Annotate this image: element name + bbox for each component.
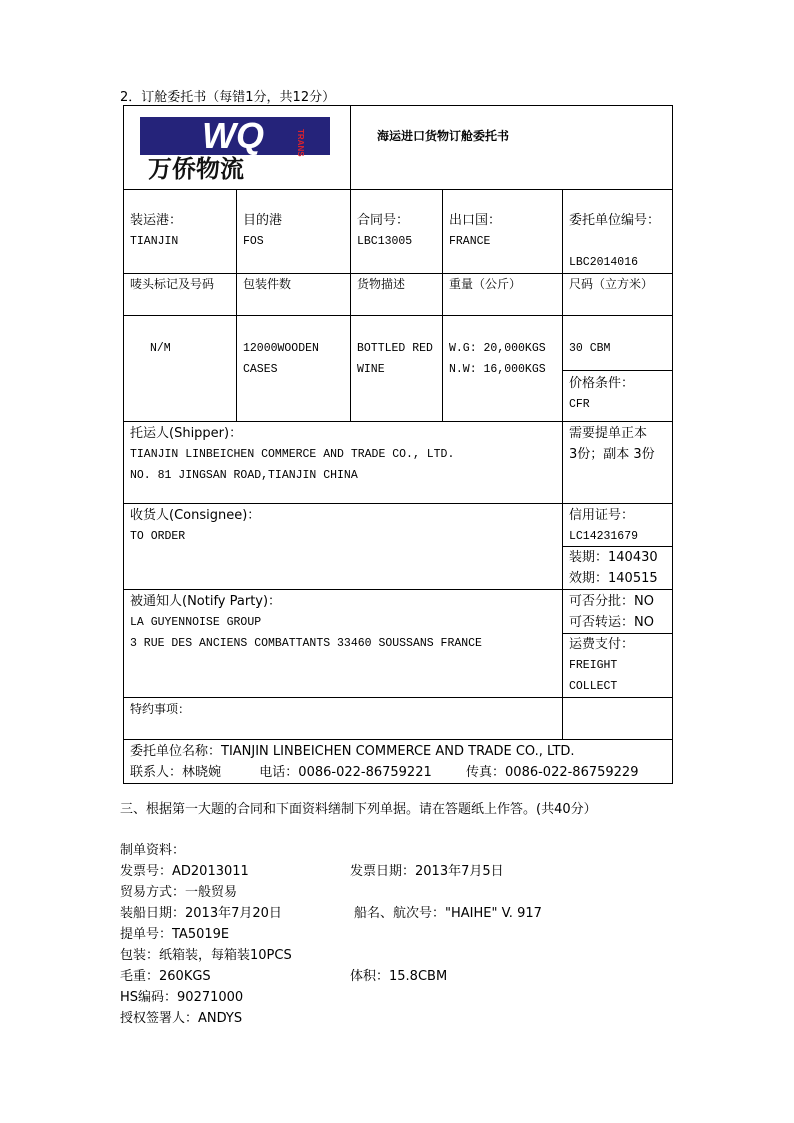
consignee-line1: TO ORDER — [130, 530, 186, 543]
freight-line1: FREIGHT — [569, 659, 618, 672]
lc-no: LC14231679 — [569, 530, 639, 543]
ship-date: 装船日期：2013年7月20日 — [120, 906, 282, 921]
weight-cell — [443, 316, 563, 422]
consignee-label: 收货人(Consignee)： — [130, 508, 261, 523]
notify-line1: LA GUYENNOISE GROUP — [130, 616, 262, 629]
loading-port-cell — [124, 190, 237, 274]
freight-label: 运费支付： — [569, 637, 635, 652]
loading-port: TIANJIN — [130, 235, 179, 248]
freight-line2: COLLECT — [569, 680, 618, 693]
marks: N/M — [150, 342, 171, 355]
bl-no: 提单号：TA5019E — [120, 927, 230, 942]
export-country-cell — [443, 190, 563, 274]
contract-no: LBC13005 — [357, 235, 413, 248]
gross-weight-info: 毛重：260KGS — [120, 969, 211, 984]
special-terms: 特约事项： — [124, 698, 563, 740]
trade-mode: 贸易方式：一般贸易 — [120, 885, 238, 900]
logo-cell — [124, 106, 351, 190]
client-no-label: 委托单位编号： — [569, 213, 661, 228]
shipper-cell — [124, 422, 563, 504]
phone: 电话：0086-022-86759221 — [259, 765, 432, 780]
info-heading: 制单资料： — [120, 843, 186, 858]
lc-label: 信用证号： — [569, 508, 635, 523]
fax: 传真：0086-022-86759229 — [466, 765, 639, 780]
destination-label: 目的港 — [243, 213, 283, 228]
document-info — [120, 840, 542, 1029]
destination-cell — [237, 190, 351, 274]
volume: 体积：15.8CBM — [350, 969, 448, 984]
description-cell — [351, 316, 443, 422]
question-heading: 2．订舱委托书（每错1分，共12分） — [120, 90, 336, 105]
packages-line1: 12000WOODEN — [243, 342, 319, 355]
destination: FOS — [243, 235, 264, 248]
contract-cell — [351, 190, 443, 274]
notify-line2: 3 RUE DES ANCIENS COMBATTANTS 33460 SOUSSANS FRANCE — [130, 637, 482, 650]
contact-person: 联系人：林晓婉 — [130, 765, 222, 780]
transshipment: 可否转运：NO — [569, 615, 654, 630]
hs-code: HS编码：90271000 — [120, 990, 244, 1005]
logo-cn-name: 万侨物流 — [148, 155, 244, 181]
packing: 包装：纸箱装，每箱装10PCS — [120, 948, 292, 963]
packages-label: 包装件数 — [237, 274, 351, 316]
measure-label: 尺码（立方米） — [563, 274, 673, 316]
logo-trans: TRANS — [296, 129, 305, 157]
invoice-no: 发票号：AD2013011 — [120, 864, 249, 879]
form-title: 海运进口货物订舱委托书 — [351, 106, 673, 190]
special-empty-cell — [563, 698, 673, 740]
partial-shipment: 可否分批：NO — [569, 594, 654, 609]
vessel-voyage: 船名、航次号："HAIHE" V. 917 — [354, 906, 542, 921]
expiry-date: 效期：140515 — [569, 571, 658, 586]
marks-cell — [124, 316, 237, 422]
gross-weight: W.G: 20,000KGS — [449, 342, 546, 355]
client-no: LBC2014016 — [569, 256, 639, 269]
authorized-signer: 授权签署人：ANDYS — [120, 1011, 243, 1026]
packages-cell — [237, 316, 351, 422]
net-weight: N.W: 16,000KGS — [449, 363, 546, 376]
client-no-cell — [563, 190, 673, 274]
shipper-label: 托运人(Shipper)： — [130, 426, 243, 441]
consignee-cell — [124, 504, 563, 590]
lc-cell — [563, 504, 673, 590]
notify-cell — [124, 590, 563, 698]
measure: 30 CBM — [569, 342, 611, 355]
contract-label: 合同号： — [357, 213, 410, 228]
shipper-line2: NO. 81 JINGSAN ROAD,TIANJIN CHINA — [130, 469, 358, 482]
description-line2: WINE — [357, 363, 385, 376]
notify-label: 被通知人(Notify Party)： — [130, 594, 282, 609]
marks-label: 唛头标记及号码 — [124, 274, 237, 316]
price-terms-label: 价格条件： — [569, 376, 635, 391]
measure-cell — [563, 316, 673, 422]
bl-cell — [563, 422, 673, 504]
bl-label-1: 需要提单正本 — [569, 426, 648, 441]
client-name-line: 委托单位名称：TIANJIN LINBEICHEN COMMERCE AND TRADE CO., LTD. — [130, 744, 575, 759]
loading-port-label: 装运港： — [130, 213, 183, 228]
description-label: 货物描述 — [351, 274, 443, 316]
footer-cell — [124, 740, 673, 784]
description-line1: BOTTLED RED — [357, 342, 433, 355]
shipment-date: 装期：140430 — [569, 550, 658, 565]
price-terms: CFR — [569, 398, 590, 411]
shipper-line1: TIANJIN LINBEICHEN COMMERCE AND TRADE CO., LTD. — [130, 448, 455, 461]
logo-letters: WQ — [202, 115, 264, 156]
bl-label-2: 3份；副本 3份 — [569, 447, 655, 462]
booking-form — [123, 105, 673, 784]
export-country-label: 出口国： — [449, 213, 502, 228]
export-country: FRANCE — [449, 235, 491, 248]
terms-cell — [563, 590, 673, 698]
packages-line2: CASES — [243, 363, 278, 376]
invoice-date: 发票日期：2013年7月5日 — [350, 864, 504, 879]
weight-label: 重量（公斤） — [443, 274, 563, 316]
company-logo — [140, 115, 330, 181]
section-3-title: 三、根据第一大题的合同和下面资料缮制下列单据。请在答题纸上作答。(共40分） — [120, 802, 597, 817]
